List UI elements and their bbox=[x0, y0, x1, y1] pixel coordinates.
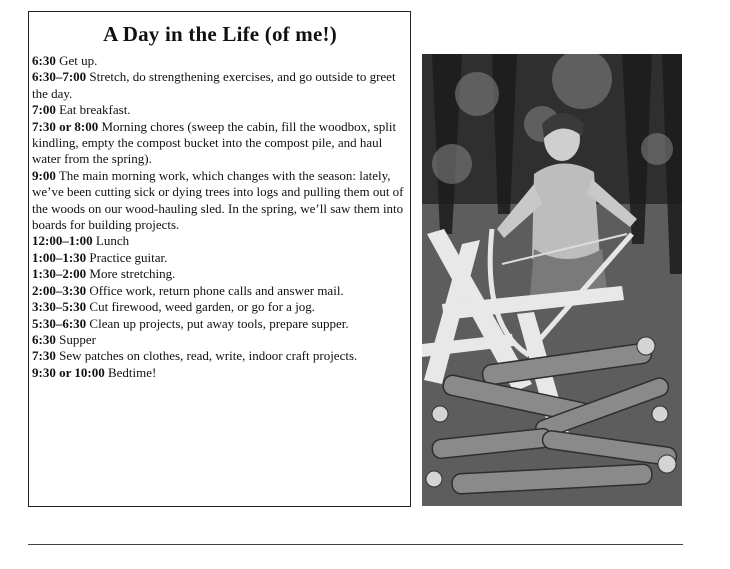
schedule-entry bbox=[32, 283, 408, 299]
entry-time: 9:30 or 10:00 bbox=[32, 364, 105, 380]
schedule-entry bbox=[32, 332, 408, 348]
entry-time: 6:30 bbox=[32, 53, 56, 68]
entry-text: Supper bbox=[59, 331, 96, 347]
entry-text: Get up. bbox=[59, 53, 98, 68]
schedule-entry bbox=[32, 233, 408, 249]
page-divider-rule bbox=[28, 544, 683, 545]
entry-time: 7:30 or 8:00 bbox=[32, 118, 99, 134]
entry-text: Morning chores (sweep the cabin, fill the woodbox, split kindling, empty the compost bucket into the compost pile, and haul water from the spring). bbox=[32, 118, 397, 167]
schedule-entry bbox=[32, 69, 408, 102]
entry-text: Lunch bbox=[95, 233, 130, 249]
schedule-title: A Day in the Life (of me!) bbox=[103, 22, 337, 46]
entry-time: 9:00 bbox=[32, 167, 56, 183]
schedule-entry bbox=[32, 365, 408, 381]
schedule-entry bbox=[32, 119, 408, 168]
schedule-entry bbox=[32, 299, 408, 315]
entry-text: Cut firewood, weed garden, or go for a jog. bbox=[89, 299, 316, 315]
entry-time: 1:30–2:00 bbox=[32, 266, 87, 282]
schedule-entry bbox=[32, 53, 408, 69]
entry-time: 6:30–7:00 bbox=[32, 69, 87, 85]
schedule-entry bbox=[32, 316, 408, 332]
entry-text: Sew patches on clothes, read, write, indoor craft projects. bbox=[59, 348, 358, 364]
entry-text: Stretch, do strengthening exercises, and go outside to greet the day. bbox=[32, 69, 396, 101]
entry-text: Clean up projects, put away tools, prepare supper. bbox=[89, 315, 349, 331]
entry-time: 7:00 bbox=[32, 102, 56, 118]
schedule-sidebar-box bbox=[28, 11, 411, 507]
entry-text: Bedtime! bbox=[107, 364, 157, 380]
entry-time: 1:00–1:30 bbox=[32, 249, 87, 265]
schedule-entry bbox=[32, 102, 408, 118]
entry-time: 2:00–3:30 bbox=[32, 282, 87, 298]
entry-time: 3:30–5:30 bbox=[32, 299, 87, 315]
entry-time: 6:30 bbox=[32, 331, 56, 347]
entry-text: More stretching. bbox=[89, 266, 176, 282]
schedule-entry bbox=[32, 250, 408, 266]
schedule-entry bbox=[32, 348, 408, 364]
schedule-entry bbox=[32, 168, 408, 234]
entry-text: Practice guitar. bbox=[89, 249, 168, 265]
entry-time: 7:30 bbox=[32, 348, 56, 364]
entry-text: Eat breakfast. bbox=[59, 102, 131, 118]
schedule-entries bbox=[32, 53, 408, 381]
entry-text: The main morning work, which changes with the season: lately, we’ve been cutting sick or dying trees into logs and pulling them out of the woods on our wood-hauling sled. In the spring, we’ll saw them into boards for building projects. bbox=[32, 167, 404, 233]
entry-time: 12:00–1:00 bbox=[32, 233, 93, 249]
entry-text: Office work, return phone calls and answer mail. bbox=[89, 282, 344, 298]
entry-time: 5:30–6:30 bbox=[32, 315, 87, 331]
woman-sawing-logs-photo bbox=[422, 54, 682, 506]
schedule-entry bbox=[32, 266, 408, 282]
